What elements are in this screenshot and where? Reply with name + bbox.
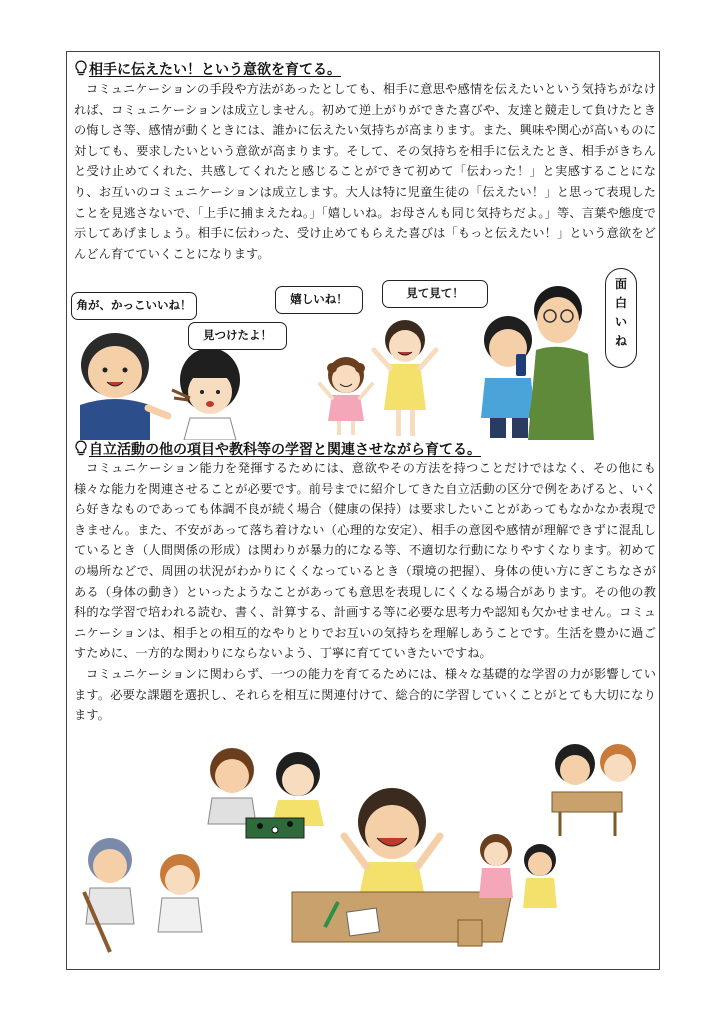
section2-heading-text: 自立活動の他の項目や教科等の学習と関連させながら育てる。 — [89, 442, 481, 458]
section2-paragraph-2: コミュニケーションに関わらず、一つの能力を育てるためには、様々な基礎的な学習の力が影響しています。必要な課題を選択し、それらを相互に関連付けて、総合的に学習していくことがとても大切になります。 — [74, 666, 656, 723]
girl-pink-dress-illustration — [320, 357, 372, 435]
lightbulb-icon — [74, 60, 88, 76]
speech-bubble-interesting — [605, 268, 637, 368]
speech-bubble-look — [382, 280, 488, 308]
speech-bubble-horn-text: 角が、かっこいいね！ — [76, 298, 192, 312]
section1-heading — [74, 60, 341, 79]
illustration-children-learning — [70, 742, 660, 966]
speech-bubble-look-text: 見て見て！ — [406, 286, 464, 300]
children-playing-board-game-illustration — [208, 748, 324, 838]
boy-with-phone-illustration — [481, 316, 535, 438]
speech-bubble-interesting-char: ね — [614, 334, 627, 348]
section2-paragraph-1: コミュニケーション能力を発揮するためには、意欲やその方法を持つことだけではなく、その他にも様々な能力を関連させることが必要です。前号までに紹介してきた自立活動の区分で例をあげると、いくら好きなものであっても体調不良が続く場合（健康の保持）は要求したいことがあってもなかなか表現できません。また、不安があって落ち着けない（心理的な安定）、相手の意図や感情が理解できずに混乱しているとき（人間関係の形成）は関わりが暴力的になる等、不適切な行動になりやすくなります。初めての場所などで、周囲の状況がわかりにくくなっているとき（環境の把握）、身体の使い方にぎこちなさがある（身体の動き）といったようなことがあっても意思を表現しにくくなる場合があります。その他の教科的な学習で培われる読む、書く、計算する、計画する等に必要な思考力や認知も欠かせません。コミュニケーションは、相手との相互的なやりとりでお互いの気持ちを理解しあうことです。生活を豊かに過ごすために、一方的な関わりにならないよう、丁寧に育てていきたいですね。 — [74, 461, 656, 661]
boy-pointing-illustration — [80, 333, 168, 440]
boy-cheering-at-desk-illustration — [292, 788, 512, 942]
speech-bubble-found — [188, 322, 287, 350]
man-with-glasses-illustration — [528, 286, 594, 440]
girl-yellow-apron-illustration — [374, 320, 436, 436]
section1-paragraph: コミュニケーションの手段や方法があったとしても、相手に意思や感情を伝えたいという気持ちがなければ、コミュニケーションは成立しません。初めて逆上がりができた喜びや、友達と競走して負けたときの悔しさ等、感情が動くときには、誰かに伝えたい気持ちが高まります。また、興味や関心が高いものに対しても、要求したいという意欲が高まります。そして、その気持ちを相手に伝えたとき、相手がきちんと受け止めてくれた、共感してくれたと感じることができて初めて「伝わった！」と実感することになり、お互いのコミュニケーションは成立します。大人は特に児童生徒の「伝えたい！」と思って表現したことを見逃さないで、「上手に捕まえたね。」「嬉しいね。お母さんも同じ気持ちだよ。」等、言葉や態度で示してあげましょう。相手に伝わった、受け止めてもらえた喜びは「もっと伝えたい！」という意欲をどんどん育てていくことになります。 — [74, 82, 656, 261]
speech-bubble-interesting-char: 面 — [614, 277, 627, 291]
speech-bubble-horn — [71, 292, 197, 320]
lightbulb-icon — [74, 440, 88, 456]
section2-heading — [74, 440, 481, 459]
speech-bubble-happy-text: 嬉しいね！ — [290, 292, 348, 306]
children-cleaning-illustration — [84, 838, 202, 952]
section1-heading-text: 相手に伝えたい！という意欲を育てる。 — [89, 62, 341, 78]
speech-bubble-interesting-char: 白 — [614, 296, 627, 310]
section2-body — [74, 458, 656, 726]
girl-with-beetle-illustration — [172, 348, 240, 440]
speech-bubble-happy — [275, 286, 363, 314]
section1-body — [74, 79, 656, 264]
speech-bubble-interesting-char: い — [614, 315, 627, 329]
speech-bubble-found-text: 見つけたよ！ — [203, 328, 272, 342]
